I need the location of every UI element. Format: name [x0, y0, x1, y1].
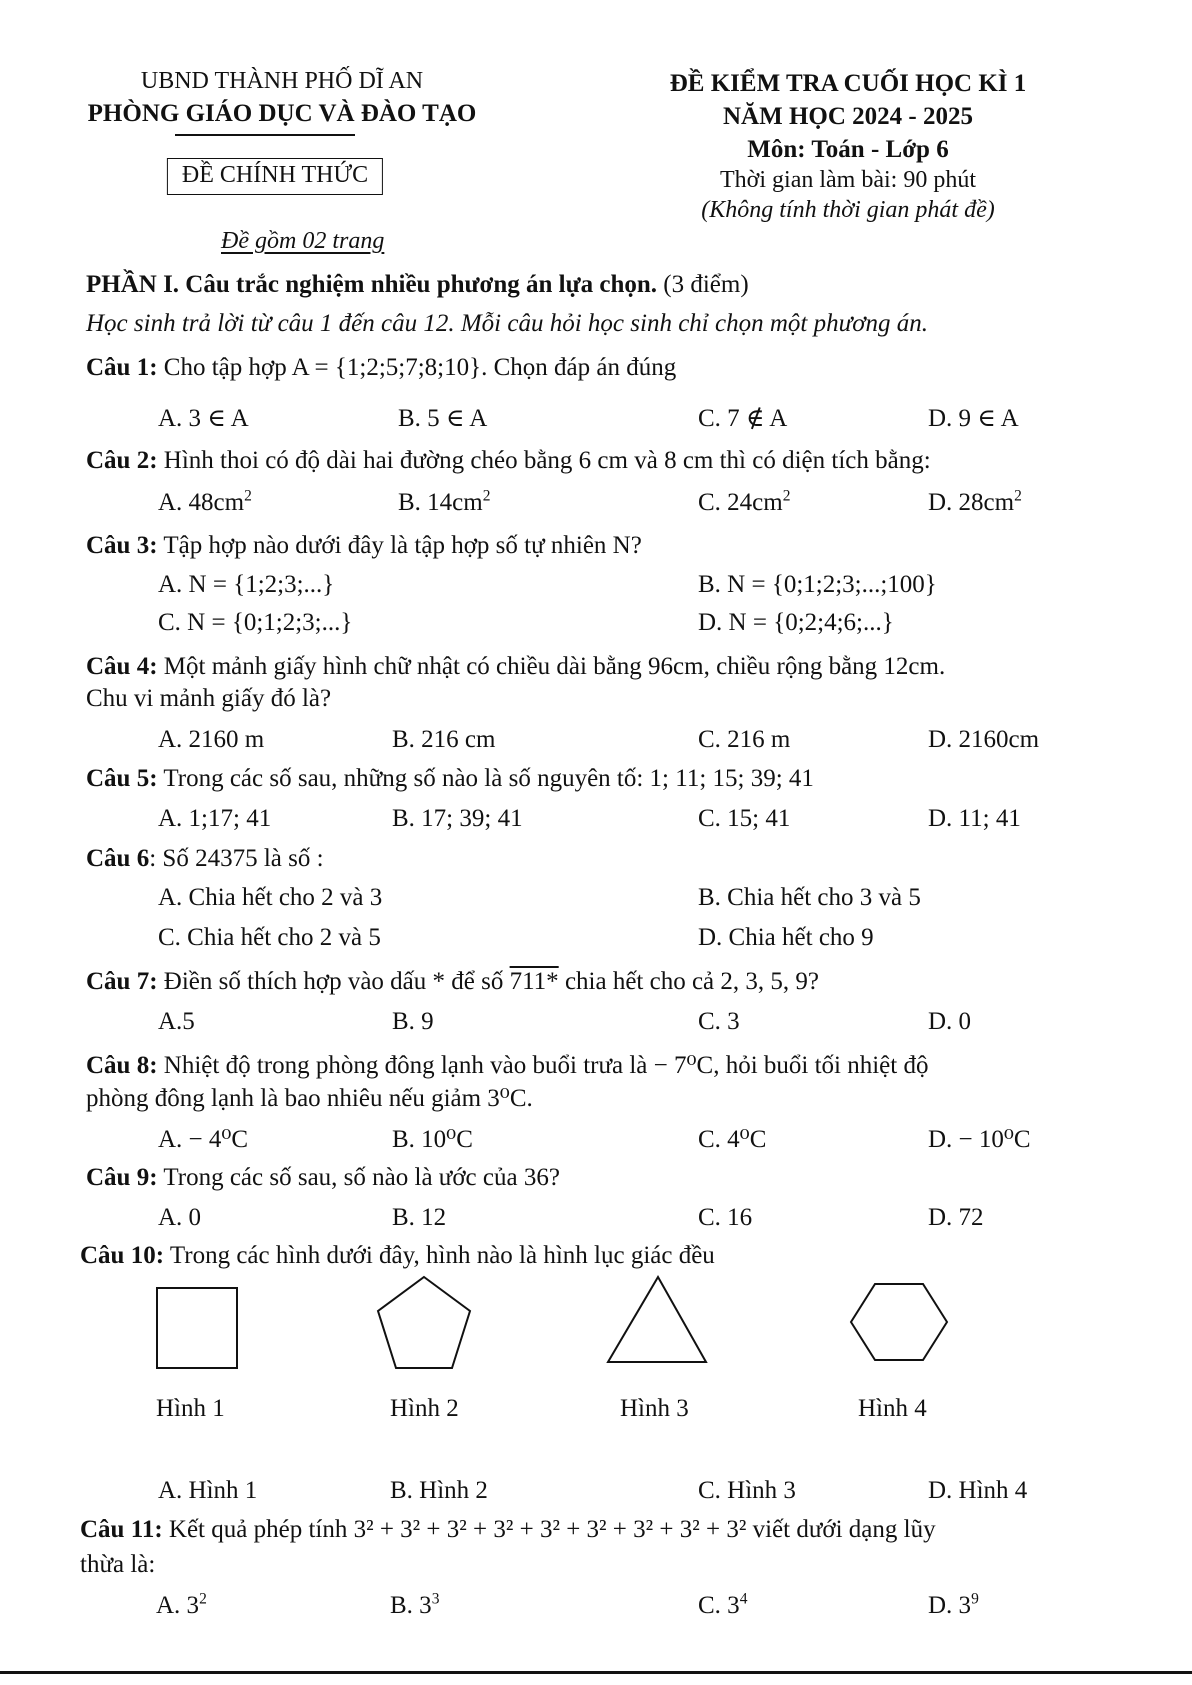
duration-note: (Không tính thời gian phát đề): [701, 197, 995, 223]
question-label: Câu 7:: [86, 968, 158, 995]
q3-option-c: C. N = {0;1;2;3;...}: [158, 609, 353, 636]
q4-option-c: C. 216 m: [698, 726, 791, 753]
q10-option-d: D. Hình 4: [928, 1477, 1028, 1504]
q6-option-a: A. Chia hết cho 2 và 3: [158, 884, 383, 911]
question-label: Câu 5:: [86, 765, 158, 792]
part-title-text: PHẦN I. Câu trắc nghiệm nhiều phương án lựa chọn.: [86, 271, 658, 298]
triangle-figure: [608, 1277, 706, 1362]
question-label: Câu 10:: [80, 1242, 165, 1269]
office-name: PHÒNG GIÁO DỤC VÀ ĐÀO TẠO: [87, 100, 477, 127]
option-text: C. 3: [698, 1592, 740, 1619]
question-label: Câu 1:: [86, 354, 158, 381]
q1-option-a: A. 3 ∈ A: [158, 405, 249, 432]
q5-option-c: C. 15; 41: [698, 805, 791, 832]
option-text: D. 28cm: [928, 489, 1015, 516]
option-exponent: 9: [971, 1590, 979, 1608]
question-label: Câu 9:: [86, 1164, 158, 1191]
q3-option-a: A. N = {1;2;3;...}: [158, 571, 335, 598]
option-text: A. 3: [156, 1592, 200, 1619]
q5-option-a: A. 1;17; 41: [158, 805, 272, 832]
q9-option-a: A. 0: [158, 1204, 202, 1231]
figure-2-label: Hình 2: [390, 1395, 459, 1422]
q11-option-c: [698, 1592, 747, 1620]
q8-option-a: A. − 4⁰C: [158, 1126, 249, 1153]
subject: Môn: Toán - Lớp 6: [747, 136, 949, 163]
page-bottom-border: [0, 1671, 1192, 1674]
question-11-line-2: thừa là:: [80, 1551, 156, 1578]
duration: Thời gian làm bài: 90 phút: [720, 167, 976, 193]
q10-option-c: C. Hình 3: [698, 1477, 796, 1504]
question-label: Câu 3:: [86, 532, 158, 559]
q7-option-d: D. 0: [928, 1008, 972, 1035]
pentagon-figure: [378, 1277, 470, 1368]
q4-option-a: A. 2160 m: [158, 726, 265, 753]
question-text: Trong các hình dưới đây, hình nào là hình lục giác đều: [169, 1242, 715, 1269]
q1-option-b: B. 5 ∈ A: [398, 405, 488, 432]
part-points: (3 điểm): [663, 271, 749, 298]
figure-1-label: Hình 1: [156, 1395, 225, 1422]
q1-option-d: D. 9 ∈ A: [928, 405, 1019, 432]
option-text: B. 14cm: [398, 489, 483, 516]
overlined-number: 711*: [509, 968, 559, 995]
figure-4-label: Hình 4: [858, 1395, 927, 1422]
q7-option-a: A.5: [158, 1008, 195, 1035]
q5-option-b: B. 17; 39; 41: [392, 805, 523, 832]
q4-option-b: B. 216 cm: [392, 726, 496, 753]
q7-option-c: C. 3: [698, 1008, 740, 1035]
q11-option-b: [390, 1592, 439, 1620]
q11-option-a: [156, 1592, 207, 1620]
question-text: Tập hợp nào dưới đây là tập hợp số tự nhiên N?: [163, 532, 642, 559]
option-exponent: 2: [782, 487, 791, 505]
page-count: Đề gồm 02 trang: [221, 228, 385, 254]
q9-option-d: D. 72: [928, 1204, 984, 1231]
question-label: Câu 4:: [86, 653, 158, 680]
question-label: Câu 11:: [80, 1516, 163, 1543]
department-line: UBND THÀNH PHỐ DĨ AN: [140, 68, 424, 94]
question-text: Điền số thích hợp vào dấu * để số: [163, 968, 504, 995]
question-label: Câu 6: [86, 845, 150, 872]
hexagon-figure: [851, 1284, 947, 1360]
question-text: : Số 24375 là số :: [149, 845, 324, 872]
option-exponent: 4: [739, 1590, 748, 1608]
option-exponent: 2: [482, 487, 491, 505]
q8-option-d: D. − 10⁰C: [928, 1126, 1031, 1153]
option-text: C. 24cm: [698, 489, 783, 516]
question-text: Một mảnh giấy hình chữ nhật có chiều dài bằng 96cm, chiều rộng bằng 12cm.: [163, 653, 946, 680]
question-label: Câu 8:: [86, 1052, 158, 1079]
figure-3-label: Hình 3: [620, 1395, 689, 1422]
question-text: Hình thoi có độ dài hai đường chéo bằng 6 cm và 8 cm thì có diện tích bằng:: [163, 447, 931, 474]
q1-option-c: C. 7 ∉ A: [698, 405, 788, 432]
q8-option-c: C. 4⁰C: [698, 1126, 767, 1153]
q10-option-b: B. Hình 2: [390, 1477, 488, 1504]
exam-title: ĐỀ KIỂM TRA CUỐI HỌC KÌ 1: [669, 70, 1027, 97]
q9-option-c: C. 16: [698, 1204, 753, 1231]
part-instruction: Học sinh trả lời từ câu 1 đến câu 12. Mỗi câu hỏi học sinh chỉ chọn một phương án.: [86, 310, 929, 337]
q6-option-d: D. Chia hết cho 9: [698, 924, 874, 951]
question-text: Trong các số sau, số nào là ước của 36?: [163, 1164, 560, 1191]
question-8-line-2: phòng đông lạnh là bao nhiêu nếu giảm 3⁰C.: [86, 1085, 533, 1112]
q6-option-c: C. Chia hết cho 2 và 5: [158, 924, 381, 951]
square-figure: [157, 1288, 237, 1368]
school-year: NĂM HỌC 2024 - 2025: [723, 103, 973, 130]
option-text: A. 48cm: [158, 489, 245, 516]
question-label: Câu 2:: [86, 447, 158, 474]
q8-option-b: B. 10⁰C: [392, 1126, 473, 1153]
option-exponent: 2: [1014, 487, 1022, 505]
option-text: D. 3: [928, 1592, 972, 1619]
question-text-end: chia hết cho cả 2, 3, 5, 9?: [564, 968, 820, 995]
q10-option-a: A. Hình 1: [158, 1477, 258, 1504]
q9-option-b: B. 12: [392, 1204, 447, 1231]
q4-option-d: D. 2160cm: [928, 726, 1040, 753]
question-text: Trong các số sau, những số nào là số nguyên tố: 1; 11; 15; 39; 41: [163, 765, 814, 792]
question-text: Cho tập hợp A = {1;2;5;7;8;10}. Chọn đáp án đúng: [163, 354, 677, 381]
option-text: B. 3: [390, 1592, 432, 1619]
q11-option-d: [928, 1592, 979, 1620]
option-exponent: 2: [244, 487, 252, 505]
question-text: Nhiệt độ trong phòng đông lạnh vào buổi trưa là − 7⁰C, hỏi buổi tối nhiệt độ: [163, 1052, 929, 1079]
q3-option-d: D. N = {0;2;4;6;...}: [698, 609, 894, 636]
q6-option-b: B. Chia hết cho 3 và 5: [698, 884, 921, 911]
q5-option-d: D. 11; 41: [928, 805, 1021, 832]
official-badge: ĐỀ CHÍNH THỨC: [167, 158, 383, 195]
question-11: [80, 1516, 936, 1544]
question-text: Kết quả phép tính 3² + 3² + 3² + 3² + 3² + 3² + 3² + 3² + 3² viết dưới dạng lũy: [168, 1516, 936, 1543]
option-exponent: 3: [431, 1590, 440, 1608]
question-4-line-2: Chu vi mảnh giấy đó là?: [86, 685, 332, 712]
option-exponent: 2: [199, 1590, 207, 1608]
q3-option-b: B. N = {0;1;2;3;...;100}: [698, 571, 937, 598]
q7-option-b: B. 9: [392, 1008, 434, 1035]
